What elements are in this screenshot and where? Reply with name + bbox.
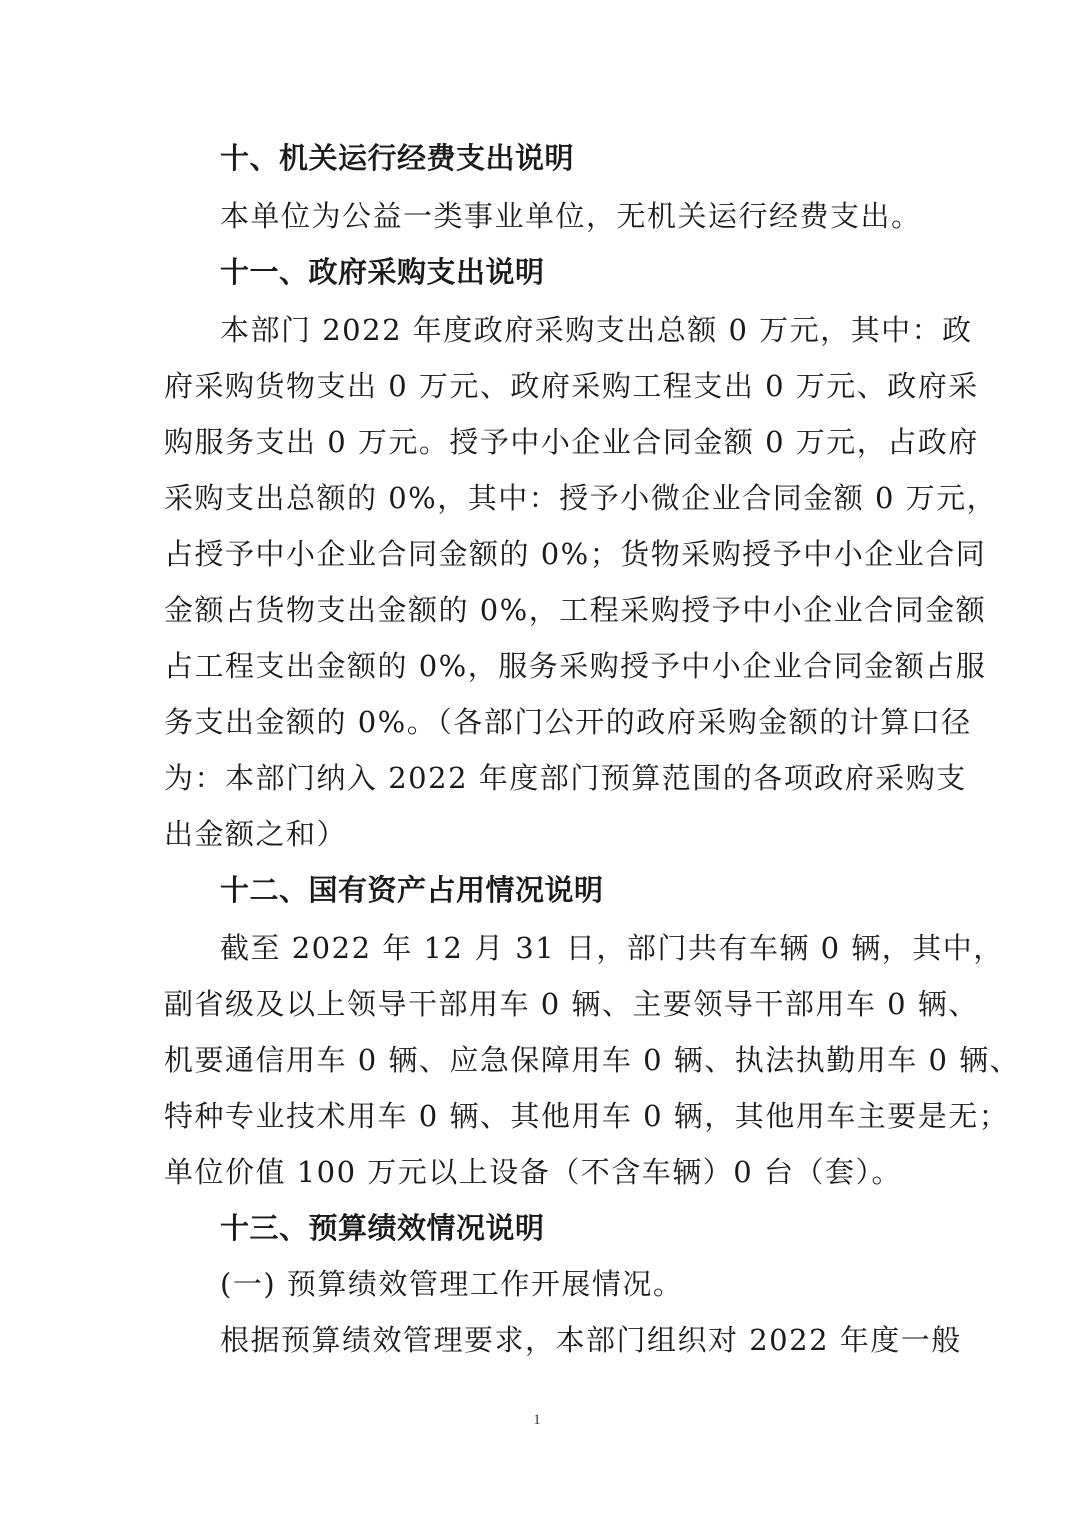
section-12-line: 特种专业技术用车 0 辆、其他用车 0 辆，其他用车主要是无； <box>164 1099 1010 1133</box>
section-13-subheading: (一) 预算绩效管理工作开展情况。 <box>220 1267 684 1301</box>
section-12-line: 单位价值 100 万元以上设备（不含车辆）0 台（套）。 <box>164 1155 902 1189</box>
section-11-line: 购服务支出 0 万元。授予中小企业合同金额 0 万元，占政府 <box>164 425 979 459</box>
section-11-line: 占授予中小企业合同金额的 0%；货物采购授予中小企业合同 <box>164 537 987 571</box>
section-10-body: 本单位为公益一类事业单位，无机关运行经费支出。 <box>220 199 922 233</box>
section-13-heading: 十三、预算绩效情况说明 <box>220 1211 545 1245</box>
section-12-line: 截至 2022 年 12 月 31 日，部门共有车辆 0 辆，其中， <box>220 931 1004 965</box>
section-11-line: 占工程支出金额的 0%，服务采购授予中小企业合同金额占服 <box>164 649 987 683</box>
section-11-heading: 十一、政府采购支出说明 <box>220 255 545 289</box>
section-12-line: 副省级及以上领导干部用车 0 辆、主要领导干部用车 0 辆、 <box>164 987 979 1021</box>
section-12-heading: 十二、国有资产占用情况说明 <box>220 873 604 907</box>
section-11-line: 府采购货物支出 0 万元、政府采购工程支出 0 万元、政府采 <box>164 369 979 403</box>
section-13-line: 根据预算绩效管理要求，本部门组织对 2022 年度一般 <box>220 1323 962 1357</box>
section-11-line: 务支出金额的 0%。（各部门公开的政府采购金额的计算口径 <box>164 705 972 739</box>
section-11-line: 出金额之和） <box>164 817 348 851</box>
section-12-line: 机要通信用车 0 辆、应急保障用车 0 辆、执法执勤用车 0 辆、 <box>164 1043 1021 1077</box>
page-number: 1 <box>533 1412 541 1428</box>
section-11-line: 采购支出总额的 0%，其中：授予小微企业合同金额 0 万元， <box>164 481 998 515</box>
section-11-line: 本部门 2022 年度政府采购支出总额 0 万元，其中：政 <box>220 313 973 347</box>
section-10-heading: 十、机关运行经费支出说明 <box>220 141 575 175</box>
section-11-line: 金额占货物支出金额的 0%，工程采购授予中小企业合同金额 <box>164 593 987 627</box>
section-11-line: 为：本部门纳入 2022 年度部门预算范围的各项政府采购支 <box>164 761 967 795</box>
